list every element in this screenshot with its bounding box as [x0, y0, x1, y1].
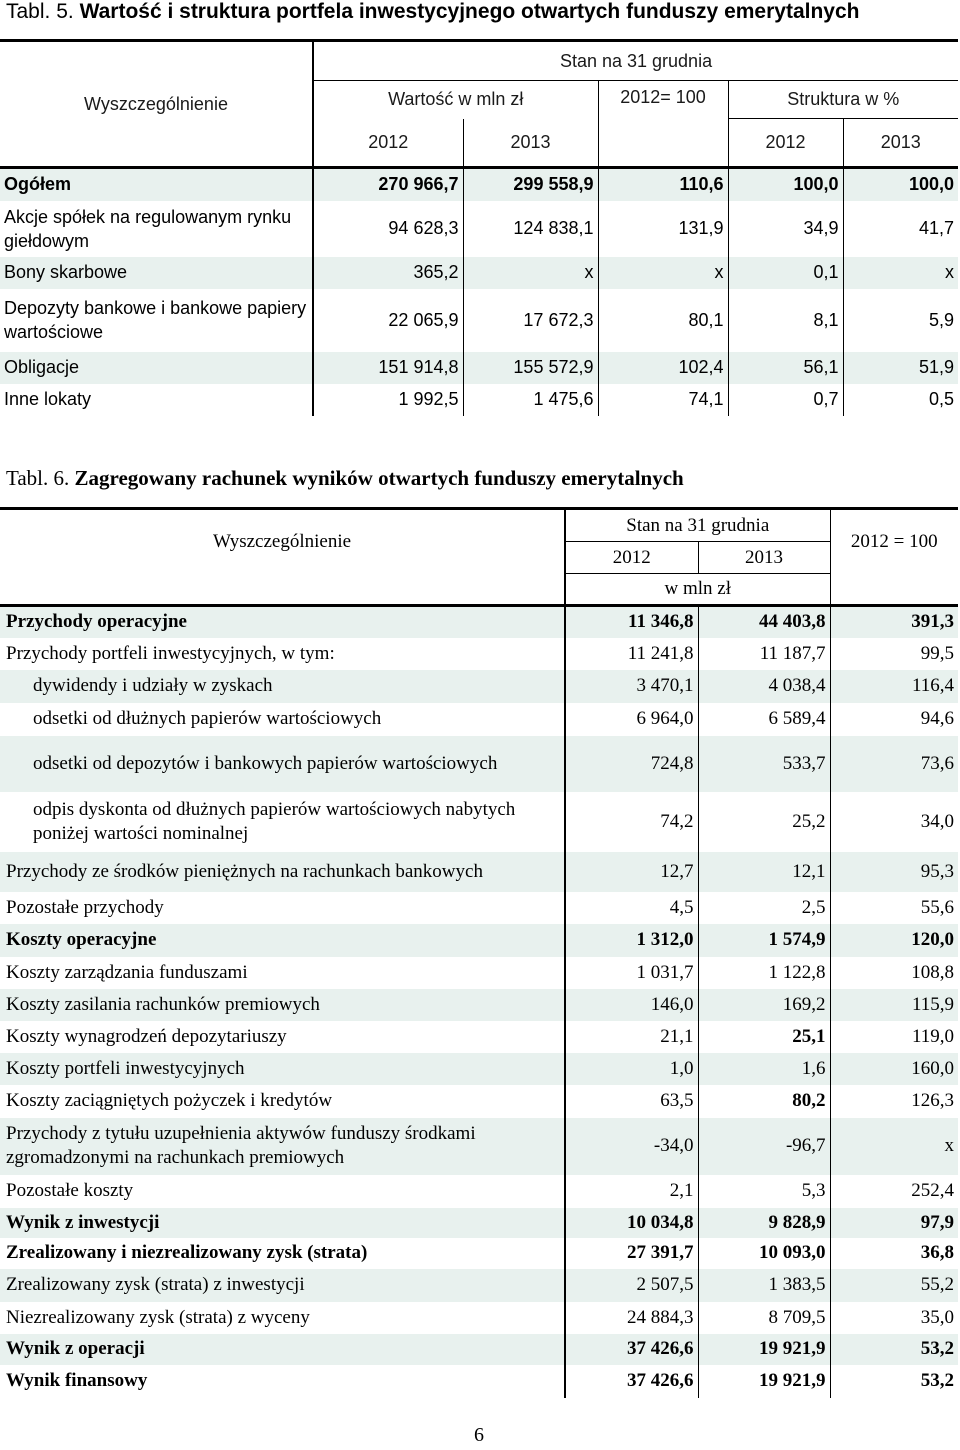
- table-row: [0, 736, 958, 792]
- cell-value-2012: 1,0: [565, 1053, 698, 1085]
- cell-value-2013: x: [463, 257, 598, 289]
- cell-index: 34,0: [920, 810, 955, 832]
- cell-index: 97,9: [830, 1208, 958, 1238]
- table-row: [0, 670, 958, 703]
- cell-structure-2013: 100,0: [843, 168, 958, 201]
- cell-index: 55,2: [830, 1269, 958, 1302]
- table-row: [0, 1053, 958, 1085]
- cell-structure-2012: 8,1: [728, 289, 843, 352]
- row-label: Koszty portfeli inwestycyjnych: [0, 1053, 565, 1085]
- cell-value-2012: 27 391,7: [565, 1238, 698, 1269]
- cell-structure-2012: 100,0: [728, 168, 843, 201]
- row-label: odsetki od depozytów i bankowych papierów wartościowych: [0, 736, 565, 792]
- cell-value-2013: 1 383,5: [698, 1269, 830, 1302]
- t5-header-structure-group: Struktura w %: [728, 81, 958, 119]
- table-row: [0, 257, 958, 289]
- cell-structure-2013: 41,7: [918, 218, 955, 238]
- row-label: Wynik z operacji: [0, 1334, 565, 1365]
- table-row: [0, 989, 958, 1021]
- cell-value-2013: 2,5: [698, 892, 830, 924]
- cell-value-2012: 1 031,7: [565, 957, 698, 989]
- table6: [0, 507, 958, 1398]
- table5-title-prefix: Tabl. 5.: [6, 0, 74, 23]
- table-row: [0, 924, 958, 957]
- cell-value-2012: 37 426,6: [565, 1334, 698, 1365]
- table-row: [0, 1365, 958, 1398]
- t5-header-period: Stan na 31 grudnia: [313, 41, 958, 81]
- cell-value-2013: 4 038,4: [698, 670, 830, 703]
- table-row: [0, 1269, 958, 1302]
- cell-index: 99,5: [920, 642, 955, 664]
- cell-index: 126,3: [911, 1090, 955, 1111]
- t5-header-spec: Wyszczególnienie: [0, 41, 313, 168]
- cell-index: 391,3: [830, 606, 958, 638]
- row-label: odpis dyskonta od dłużnych papierów wartościowych nabytych poniżej wartości nominalnej: [0, 792, 565, 852]
- t5-header-structure-2013: 2013: [843, 119, 958, 168]
- cell-value-2012: 63,5: [565, 1085, 698, 1118]
- cell-value-2013: 10 093,0: [698, 1238, 830, 1269]
- table-row: [0, 1334, 958, 1365]
- page-number: 6: [474, 1424, 484, 1446]
- cell-index: 120,0: [830, 924, 958, 957]
- cell-value-2012: 11 346,8: [565, 606, 698, 638]
- cell-value-2012: 94 628,3: [313, 201, 463, 257]
- cell-index: 252,4: [911, 1180, 955, 1201]
- cell-value-2012: 10 034,8: [565, 1208, 698, 1238]
- cell-structure-2012: 34,9: [728, 201, 843, 257]
- table5-title: [6, 0, 859, 24]
- cell-structure-2012: 56,1: [728, 352, 843, 384]
- cell-index: 36,8: [920, 1242, 955, 1263]
- t6-header-2013: 2013: [698, 542, 830, 574]
- table-row: [0, 1302, 958, 1334]
- t6-header-unit: w mln zł: [565, 574, 830, 606]
- table6-title-text: Zagregowany rachunek wyników otwartych funduszy emerytalnych: [74, 466, 684, 490]
- cell-value-2012: 24 884,3: [565, 1302, 698, 1334]
- cell-value-2013: 533,7: [698, 736, 830, 792]
- cell-value-2013: -96,7: [698, 1118, 830, 1175]
- cell-value-2013: 25,2: [698, 792, 830, 852]
- t5-header-2013: 2013: [463, 119, 598, 168]
- cell-index: 55,6: [920, 896, 955, 918]
- table-row: [0, 792, 958, 852]
- cell-index: x: [598, 257, 728, 289]
- cell-value-2013: 19 921,9: [698, 1365, 830, 1398]
- cell-index: 53,2: [920, 1370, 955, 1391]
- cell-value-2012: 1 312,0: [565, 924, 698, 957]
- cell-value-2013: 17 672,3: [463, 289, 598, 352]
- cell-index: 95,3: [830, 852, 958, 892]
- cell-value-2013: 19 921,9: [698, 1334, 830, 1365]
- cell-value-2012: 724,8: [565, 736, 698, 792]
- table-row: [0, 606, 958, 638]
- cell-index: 80,1: [598, 289, 728, 352]
- table-row: [0, 289, 958, 352]
- row-label: Ogółem: [0, 168, 313, 201]
- cell-value-2012: 12,7: [565, 852, 698, 892]
- table-row: [0, 703, 958, 736]
- row-label: Koszty wynagrodzeń depozytariuszy: [0, 1021, 565, 1053]
- row-label: Koszty zarządzania funduszami: [0, 957, 565, 989]
- cell-value-2012: 21,1: [565, 1021, 698, 1053]
- cell-index: 110,6: [598, 168, 728, 201]
- table-row: [0, 1175, 958, 1208]
- table-row: [0, 957, 958, 989]
- table-row: [0, 352, 958, 384]
- cell-value-2012: -34,0: [565, 1118, 698, 1175]
- row-label: Niezrealizowany zysk (strata) z wyceny: [0, 1302, 565, 1334]
- cell-index: 116,4: [830, 670, 958, 703]
- row-label: Przychody z tytułu uzupełnienia aktywów funduszy środkami zgromadzonymi na rachunkach premiowych: [0, 1118, 565, 1175]
- t6-header-index: 2012 = 100: [830, 509, 958, 606]
- t5-header-index: 2012= 100: [598, 81, 728, 168]
- row-label: Akcje spółek na regulowanym rynku giełdowym: [0, 201, 313, 257]
- cell-index: 74,1: [598, 384, 728, 416]
- table5-title-text: Wartość i struktura portfela inwestycyjnego otwartych funduszy emerytalnych: [79, 0, 860, 23]
- cell-value-2012: 11 241,8: [565, 638, 698, 670]
- row-label: odsetki od dłużnych papierów wartościowych: [0, 703, 565, 736]
- row-label: Zrealizowany i niezrealizowany zysk (strata): [0, 1238, 565, 1269]
- table-row: [0, 1085, 958, 1118]
- cell-value-2012: 6 964,0: [565, 703, 698, 736]
- table-row: [0, 852, 958, 892]
- cell-structure-2012: 0,1: [728, 257, 843, 289]
- cell-index: x: [830, 1118, 958, 1175]
- row-label: Koszty zaciągniętych pożyczek i kredytów: [0, 1085, 565, 1118]
- cell-value-2013: 80,2: [698, 1085, 830, 1118]
- row-label: Zrealizowany zysk (strata) z inwestycji: [0, 1269, 565, 1302]
- table-row: [0, 384, 958, 416]
- row-label: Przychody portfeli inwestycyjnych, w tym:: [0, 638, 565, 670]
- row-label: Obligacje: [0, 352, 313, 384]
- cell-value-2013: 5,3: [698, 1175, 830, 1208]
- table-row: [0, 892, 958, 924]
- row-label: Przychody operacyjne: [0, 606, 565, 638]
- cell-value-2013: 299 558,9: [463, 168, 598, 201]
- cell-value-2013: 1 475,6: [463, 384, 598, 416]
- row-label: dywidendy i udziały w zyskach: [0, 670, 565, 703]
- cell-index: 102,4: [598, 352, 728, 384]
- cell-value-2013: 1 122,8: [698, 957, 830, 989]
- table6-title: [6, 466, 684, 491]
- table-row: [0, 1118, 958, 1175]
- table5: [0, 39, 958, 416]
- cell-value-2013: 169,2: [698, 989, 830, 1021]
- cell-value-2012: 146,0: [565, 989, 698, 1021]
- row-label: Koszty operacyjne: [0, 924, 565, 957]
- cell-value-2012: 270 966,7: [313, 168, 463, 201]
- cell-value-2012: 22 065,9: [313, 289, 463, 352]
- t5-header-structure-2012: 2012: [728, 119, 843, 168]
- cell-value-2012: 1 992,5: [313, 384, 463, 416]
- row-label: Wynik finansowy: [0, 1365, 565, 1398]
- row-label: Wynik z inwestycji: [0, 1208, 565, 1238]
- cell-index: 119,0: [911, 1025, 955, 1047]
- t6-header-period: Stan na 31 grudnia: [565, 509, 830, 542]
- cell-index: 94,6: [920, 708, 955, 729]
- cell-value-2013: 8 709,5: [698, 1302, 830, 1334]
- cell-value-2013: 155 572,9: [463, 352, 598, 384]
- t6-header-spec: Wyszczególnienie: [0, 509, 565, 606]
- cell-index: 131,9: [598, 201, 728, 257]
- table6-title-prefix: Tabl. 6.: [6, 466, 70, 490]
- cell-value-2013: 1,6: [698, 1053, 830, 1085]
- cell-value-2013: 124 838,1: [463, 201, 598, 257]
- row-label: Koszty zasilania rachunków premiowych: [0, 989, 565, 1021]
- cell-value-2013: 11 187,7: [698, 638, 830, 670]
- t6-header-2012: 2012: [565, 542, 698, 574]
- cell-value-2013: 12,1: [698, 852, 830, 892]
- row-label: Pozostałe przychody: [0, 892, 565, 924]
- cell-structure-2013: 51,9: [843, 352, 958, 384]
- row-label: Bony skarbowe: [0, 257, 313, 289]
- cell-structure-2013: 5,9: [929, 309, 955, 330]
- cell-value-2012: 151 914,8: [313, 352, 463, 384]
- table-row: [0, 1208, 958, 1238]
- cell-value-2012: 37 426,6: [565, 1365, 698, 1398]
- cell-value-2013: 9 828,9: [698, 1208, 830, 1238]
- row-label: Depozyty bankowe i bankowe papiery wartościowe: [0, 289, 313, 352]
- cell-value-2013: 25,1: [698, 1021, 830, 1053]
- table-row: [0, 168, 958, 201]
- cell-index: 53,2: [830, 1334, 958, 1365]
- row-label: Inne lokaty: [0, 384, 313, 416]
- cell-value-2013: 1 574,9: [698, 924, 830, 957]
- table-row: [0, 638, 958, 670]
- row-label: Pozostałe koszty: [0, 1175, 565, 1208]
- cell-index: 35,0: [920, 1306, 955, 1328]
- cell-value-2013: 44 403,8: [698, 606, 830, 638]
- cell-structure-2013: x: [843, 257, 958, 289]
- t5-header-2012: 2012: [313, 119, 463, 168]
- t5-header-value-group: Wartość w mln zł: [313, 81, 598, 119]
- cell-value-2012: 74,2: [565, 792, 698, 852]
- cell-index: 115,9: [830, 989, 958, 1021]
- table-row: [0, 1021, 958, 1053]
- cell-index: 73,6: [830, 736, 958, 792]
- cell-value-2013: 6 589,4: [698, 703, 830, 736]
- cell-structure-2012: 0,7: [728, 384, 843, 416]
- cell-value-2012: 3 470,1: [565, 670, 698, 703]
- row-label: Przychody ze środków pieniężnych na rachunkach bankowych: [0, 852, 565, 892]
- cell-value-2012: 4,5: [565, 892, 698, 924]
- cell-value-2012: 2,1: [565, 1175, 698, 1208]
- table-row: [0, 201, 958, 257]
- table-row: [0, 1238, 958, 1269]
- cell-index: 160,0: [830, 1053, 958, 1085]
- cell-value-2012: 2 507,5: [565, 1269, 698, 1302]
- cell-index: 108,8: [911, 961, 955, 983]
- cell-structure-2013: 0,5: [929, 389, 955, 409]
- cell-value-2012: 365,2: [313, 257, 463, 289]
